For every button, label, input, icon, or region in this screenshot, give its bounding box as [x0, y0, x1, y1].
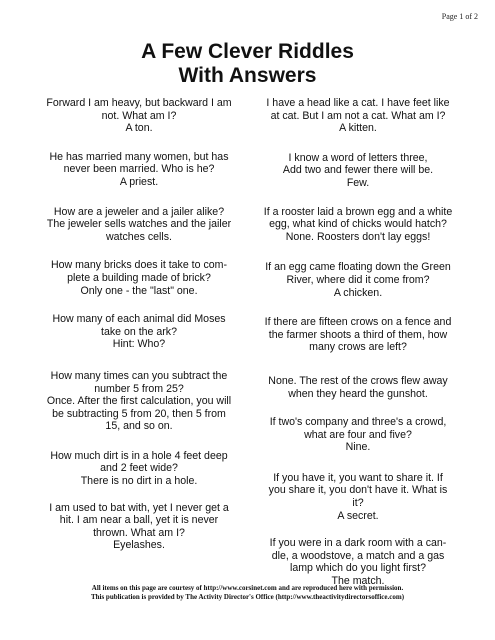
riddle-line: not. What am I?: [101, 109, 177, 122]
footer-publisher: This publication is provided by The Activity Director's Office (http://www.theactivitydirectorsoffice.com): [90, 593, 405, 601]
riddle-block: [36, 97, 242, 135]
page-number: Page 1 of 2: [441, 12, 478, 21]
riddle-line: I am used to bat with, yet I never get a: [49, 501, 229, 514]
riddle-line: take on the ark?: [101, 325, 177, 338]
title-line: With Answers: [178, 64, 317, 87]
riddle-line: number 5 from 25?: [94, 382, 184, 395]
riddle-line: you share it, you don't have it. What is: [268, 484, 448, 497]
riddle-block: [255, 206, 461, 244]
riddle-block: [255, 261, 461, 299]
riddle-line: lamp which do you light first?: [289, 562, 427, 575]
riddle-line: A chicken.: [333, 286, 383, 299]
left-riddle-column: [36, 97, 242, 552]
riddle-line: If two's company and three's a crowd,: [269, 416, 447, 429]
riddle-line: Only one - the "last" one.: [80, 284, 198, 297]
riddle-line: He has married many women, but has: [49, 150, 229, 163]
riddle-line: be subtracting 5 from 20, then 5 from: [52, 407, 226, 420]
riddle-line: Eyelashes.: [113, 539, 165, 552]
riddle-line: and 2 feet wide?: [100, 462, 178, 475]
riddle-block: [36, 151, 242, 189]
riddle-line: If you were in a dark room with a can-: [269, 537, 447, 550]
title-line: A Few Clever Riddles: [141, 40, 354, 63]
riddle-line: There is no dirt in a hole.: [80, 475, 198, 488]
riddle-line: watches cells.: [106, 230, 172, 243]
riddle-line: The match.: [331, 575, 385, 588]
riddle-line: 15, and so on.: [105, 420, 173, 433]
riddle-line: Few.: [346, 176, 370, 189]
riddle-block: [255, 152, 461, 190]
riddle-line: How many times can you subtract the: [50, 369, 228, 382]
riddle-line: How many of each animal did Moses: [52, 313, 226, 326]
riddle-line: plete a building made of brick?: [67, 271, 211, 284]
riddle-line: Add two and fewer there will be.: [282, 164, 434, 177]
footer-credit: All items on this page are courtesy of http://www.corsinet.com and are reproduced here with permission.: [91, 584, 404, 592]
riddle-line: the farmer shoots a third of them, how: [268, 328, 448, 341]
riddle-line: hit. I am near a ball, yet it is never: [59, 514, 219, 527]
riddle-line: I know a word of letters three,: [288, 151, 428, 164]
riddle-line: it?: [352, 497, 364, 510]
riddle-line: If an egg came floating down the Green: [265, 261, 451, 274]
riddle-block: [36, 259, 242, 297]
riddle-line: Nine.: [345, 441, 371, 454]
riddle-block: [36, 370, 242, 433]
riddle-block: [255, 97, 461, 135]
riddle-line: egg, what kind of chicks would hatch?: [269, 218, 447, 231]
riddle-line: River, where did it come from?: [286, 273, 430, 286]
riddle-block: [255, 416, 461, 454]
riddle-line: If there are fifteen crows on a fence and: [264, 316, 452, 329]
riddle-line: dle, a woodstove, a match and a gas: [271, 549, 445, 562]
riddle-line: If you have it, you want to share it. If: [273, 471, 443, 484]
riddle-line: what are four and five?: [304, 428, 412, 441]
riddle-block: [255, 537, 461, 587]
riddle-line: Hint: Who?: [112, 338, 166, 351]
riddle-line: at cat. But I am not a cat. What am I?: [270, 109, 446, 122]
riddle-line: The jeweler sells watches and the jailer: [46, 218, 232, 231]
page-title: [0, 40, 495, 88]
riddle-line: A ton.: [125, 122, 153, 135]
riddle-block: [36, 313, 242, 351]
riddle-line: How much dirt is in a hole 4 feet deep: [50, 449, 228, 462]
riddle-line: Once. After the first calculation, you will: [46, 395, 232, 408]
footer: [0, 584, 495, 602]
riddle-line: never been married. Who is he?: [63, 163, 215, 176]
riddle-line: many crows are left?: [309, 341, 407, 354]
riddle-line: thrown. What am I?: [93, 526, 185, 539]
riddle-block: [255, 375, 461, 400]
riddle-line: A secret.: [337, 509, 379, 522]
riddle-line: None. The rest of the crows flew away: [268, 374, 448, 387]
riddle-block: [36, 450, 242, 488]
riddle-line: Forward I am heavy, but backward I am: [46, 97, 232, 109]
riddle-line: If a rooster laid a brown egg and a white: [263, 205, 453, 218]
riddle-block: [36, 502, 242, 552]
riddle-line: None. Roosters don't lay eggs!: [285, 230, 431, 243]
riddle-line: A kitten.: [339, 122, 377, 135]
riddle-line: How are a jeweler and a jailer alike?: [53, 205, 225, 218]
riddle-block: [255, 316, 461, 354]
riddle-block: [255, 472, 461, 522]
riddle-line: when they heard the gunshot.: [288, 387, 428, 400]
right-riddle-column: [255, 97, 461, 588]
riddle-block: [36, 206, 242, 244]
riddle-line: How many bricks does it take to com-: [50, 259, 228, 272]
riddle-line: I have a head like a cat. I have feet like: [266, 97, 450, 109]
riddle-line: A priest.: [119, 175, 159, 188]
